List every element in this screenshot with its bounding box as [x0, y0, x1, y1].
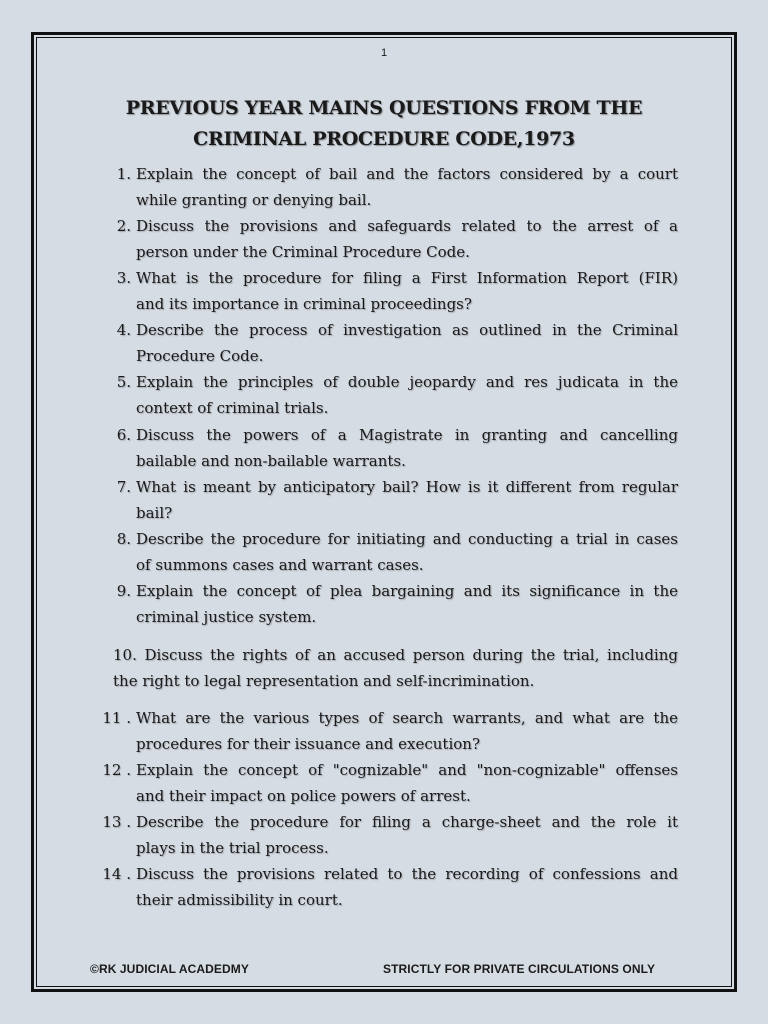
- question-text: Discuss the provisions related to the recording of confessions and: [136, 865, 678, 883]
- footer-academy: ©RK JUDICIAL ACADEDMY: [90, 962, 249, 976]
- question-text: Procedure Code.: [136, 347, 264, 365]
- question-13-line-1: [102, 809, 678, 835]
- question-number: 5.: [116, 373, 131, 391]
- question-4-line-1: [116, 317, 678, 343]
- question-8-line-1: [116, 526, 678, 552]
- question-9-line-1: [116, 578, 678, 604]
- question-number: 4.: [116, 321, 131, 339]
- question-4-line-2: [136, 343, 678, 369]
- question-number: 12 .: [102, 761, 131, 779]
- footer-notice: STRICTLY FOR PRIVATE CIRCULATIONS ONLY: [383, 962, 656, 976]
- question-3-line-1: [116, 265, 678, 291]
- question-1-line-2: [136, 187, 678, 213]
- question-number: 13 .: [102, 813, 131, 831]
- question-text: and their impact on police powers of arrest.: [136, 787, 471, 805]
- question-5-line-2: [136, 395, 678, 421]
- question-9-line-2: [136, 604, 678, 630]
- question-text: context of criminal trials.: [136, 399, 329, 417]
- page-title: [0, 93, 768, 155]
- question-number: 9.: [116, 582, 131, 600]
- question-text: their admissibility in court.: [136, 891, 343, 909]
- question-6-line-2: [136, 448, 678, 474]
- title-line-2: CRIMINAL PROCEDURE CODE,1973: [193, 128, 575, 150]
- question-text: Explain the concept of plea bargaining and its significance in the: [136, 582, 678, 600]
- title-line-1: PREVIOUS YEAR MAINS QUESTIONS FROM THE: [125, 97, 643, 119]
- question-10-line-2: [113, 668, 678, 694]
- question-14-line-1: [102, 861, 678, 887]
- question-text: plays in the trial process.: [136, 839, 329, 857]
- question-text: of summons cases and warrant cases.: [136, 556, 424, 574]
- question-number: 8.: [116, 530, 131, 548]
- question-7-line-2: [136, 500, 678, 526]
- question-7-line-1: [116, 474, 678, 500]
- question-2-line-1: [116, 213, 678, 239]
- question-14-line-2: [136, 887, 678, 913]
- question-text: What is meant by anticipatory bail? How is it different from regular: [136, 478, 678, 496]
- question-text: Describe the procedure for initiating and conducting a trial in cases: [136, 530, 678, 548]
- question-number: 14 .: [102, 865, 131, 883]
- question-6-line-1: [116, 422, 678, 448]
- question-8-line-2: [136, 552, 678, 578]
- question-text: What is the procedure for filing a First Information Report (FIR): [136, 269, 678, 287]
- question-number: 1.: [116, 165, 131, 183]
- question-12-line-1: [102, 757, 678, 783]
- question-number: 3.: [116, 269, 131, 287]
- question-text: the right to legal representation and self-incrimination.: [113, 672, 535, 690]
- question-text: bailable and non-bailable warrants.: [136, 452, 406, 470]
- question-number: 2.: [116, 217, 131, 235]
- question-text: procedures for their issuance and execution?: [136, 735, 480, 753]
- question-13-line-2: [136, 835, 678, 861]
- question-text: bail?: [136, 504, 173, 522]
- question-11-line-2: [136, 731, 678, 757]
- question-text: What are the various types of search warrants, and what are the: [136, 709, 678, 727]
- question-text: while granting or denying bail.: [136, 191, 372, 209]
- question-number: 6.: [116, 426, 131, 444]
- question-text: Discuss the provisions and safeguards related to the arrest of a: [136, 217, 678, 235]
- page-number: 1: [380, 47, 388, 59]
- question-text: Explain the concept of bail and the factors considered by a court: [136, 165, 678, 183]
- question-text: Describe the procedure for filing a charge-sheet and the role it: [136, 813, 678, 831]
- question-number: 11 .: [102, 709, 131, 727]
- question-10-line-1: [113, 642, 678, 668]
- question-text: person under the Criminal Procedure Code.: [136, 243, 470, 261]
- question-text: and its importance in criminal proceedings?: [136, 295, 472, 313]
- question-1-line-1: [116, 161, 678, 187]
- question-text: Discuss the powers of a Magistrate in granting and cancelling: [136, 426, 678, 444]
- question-text: 10. Discuss the rights of an accused person during the trial, including: [113, 646, 678, 664]
- question-12-line-2: [136, 783, 678, 809]
- question-text: Describe the process of investigation as outlined in the Criminal: [136, 321, 678, 339]
- question-11-line-1: [102, 705, 678, 731]
- question-text: Explain the principles of double jeopardy and res judicata in the: [136, 373, 678, 391]
- question-text: criminal justice system.: [136, 608, 317, 626]
- question-text: Explain the concept of "cognizable" and "non-cognizable" offenses: [136, 761, 678, 779]
- question-5-line-1: [116, 369, 678, 395]
- question-3-line-2: [136, 291, 678, 317]
- question-2-line-2: [136, 239, 678, 265]
- question-number: 7.: [116, 478, 131, 496]
